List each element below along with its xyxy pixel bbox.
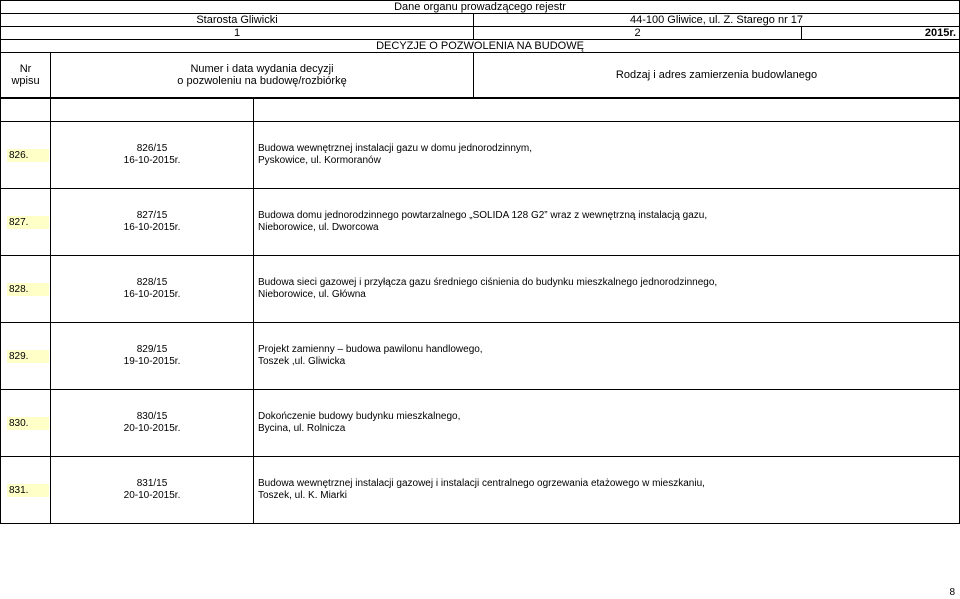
col-header-description: Rodzaj i adres zamierzenia budowlanego	[474, 53, 960, 98]
section-title: DECYZJE O POZWOLENIA NA BUDOWĘ	[1, 40, 960, 53]
page-number: 8	[949, 587, 955, 598]
organ-address: 44-100 Gliwice, ul. Z. Starego nr 17	[474, 14, 960, 27]
entry-nr: 831.	[1, 457, 51, 524]
entry-nr: 828.	[1, 256, 51, 323]
entry-description: Projekt zamienny – budowa pawilonu handlowego, Toszek ,ul. Gliwicka	[254, 323, 960, 390]
table-row	[1, 390, 960, 457]
register-title: Dane organu prowadzącego rejestr	[1, 1, 960, 14]
col-header-nr: Nr wpisu	[1, 53, 51, 98]
entry-nr: 826.	[1, 122, 51, 189]
entry-nr: 830.	[1, 390, 51, 457]
entry-description: Dokończenie budowy budynku mieszkalnego, Bycina, ul. Rolnicza	[254, 390, 960, 457]
entry-description: Budowa domu jednorodzinnego powtarzalnego „SOLIDA 128 G2” wraz z wewnętrzną instalacją gazu, Nieborowice, ul. Dworcowa	[254, 189, 960, 256]
table-row	[1, 457, 960, 524]
table-row	[1, 122, 960, 189]
entry-decision: 826/15 16-10-2015r.	[51, 122, 254, 189]
column-number-1: 1	[1, 27, 474, 40]
col-header-decision: Numer i data wydania decyzji o pozwoleniu na budowę/rozbiórkę	[51, 53, 474, 98]
entry-nr: 829.	[1, 323, 51, 390]
entry-description: Budowa sieci gazowej i przyłącza gazu średniego ciśnienia do budynku mieszkalnego jednorodzinnego, Nieborowice, ul. Główna	[254, 256, 960, 323]
column-number-2: 2	[474, 27, 802, 40]
entry-decision: 827/15 16-10-2015r.	[51, 189, 254, 256]
register-year: 2015r.	[802, 27, 960, 40]
entry-description: Budowa wewnętrznej instalacji gazu w domu jednorodzinnym, Pyskowice, ul. Kormoranów	[254, 122, 960, 189]
entry-decision: 828/15 16-10-2015r.	[51, 256, 254, 323]
entry-nr: 827.	[1, 189, 51, 256]
table-row	[1, 189, 960, 256]
entry-decision: 831/15 20-10-2015r.	[51, 457, 254, 524]
register-header	[0, 0, 960, 98]
spacer-row	[1, 99, 960, 122]
entry-description: Budowa wewnętrznej instalacji gazowej i instalacji centralnego ogrzewania etażowego w mieszkaniu, Toszek, ul. K. Miarki	[254, 457, 960, 524]
organ-name: Starosta Gliwicki	[1, 14, 474, 27]
table-row	[1, 256, 960, 323]
entry-decision: 829/15 19-10-2015r.	[51, 323, 254, 390]
register-entries	[0, 98, 960, 524]
entry-decision: 830/15 20-10-2015r.	[51, 390, 254, 457]
table-row	[1, 323, 960, 390]
